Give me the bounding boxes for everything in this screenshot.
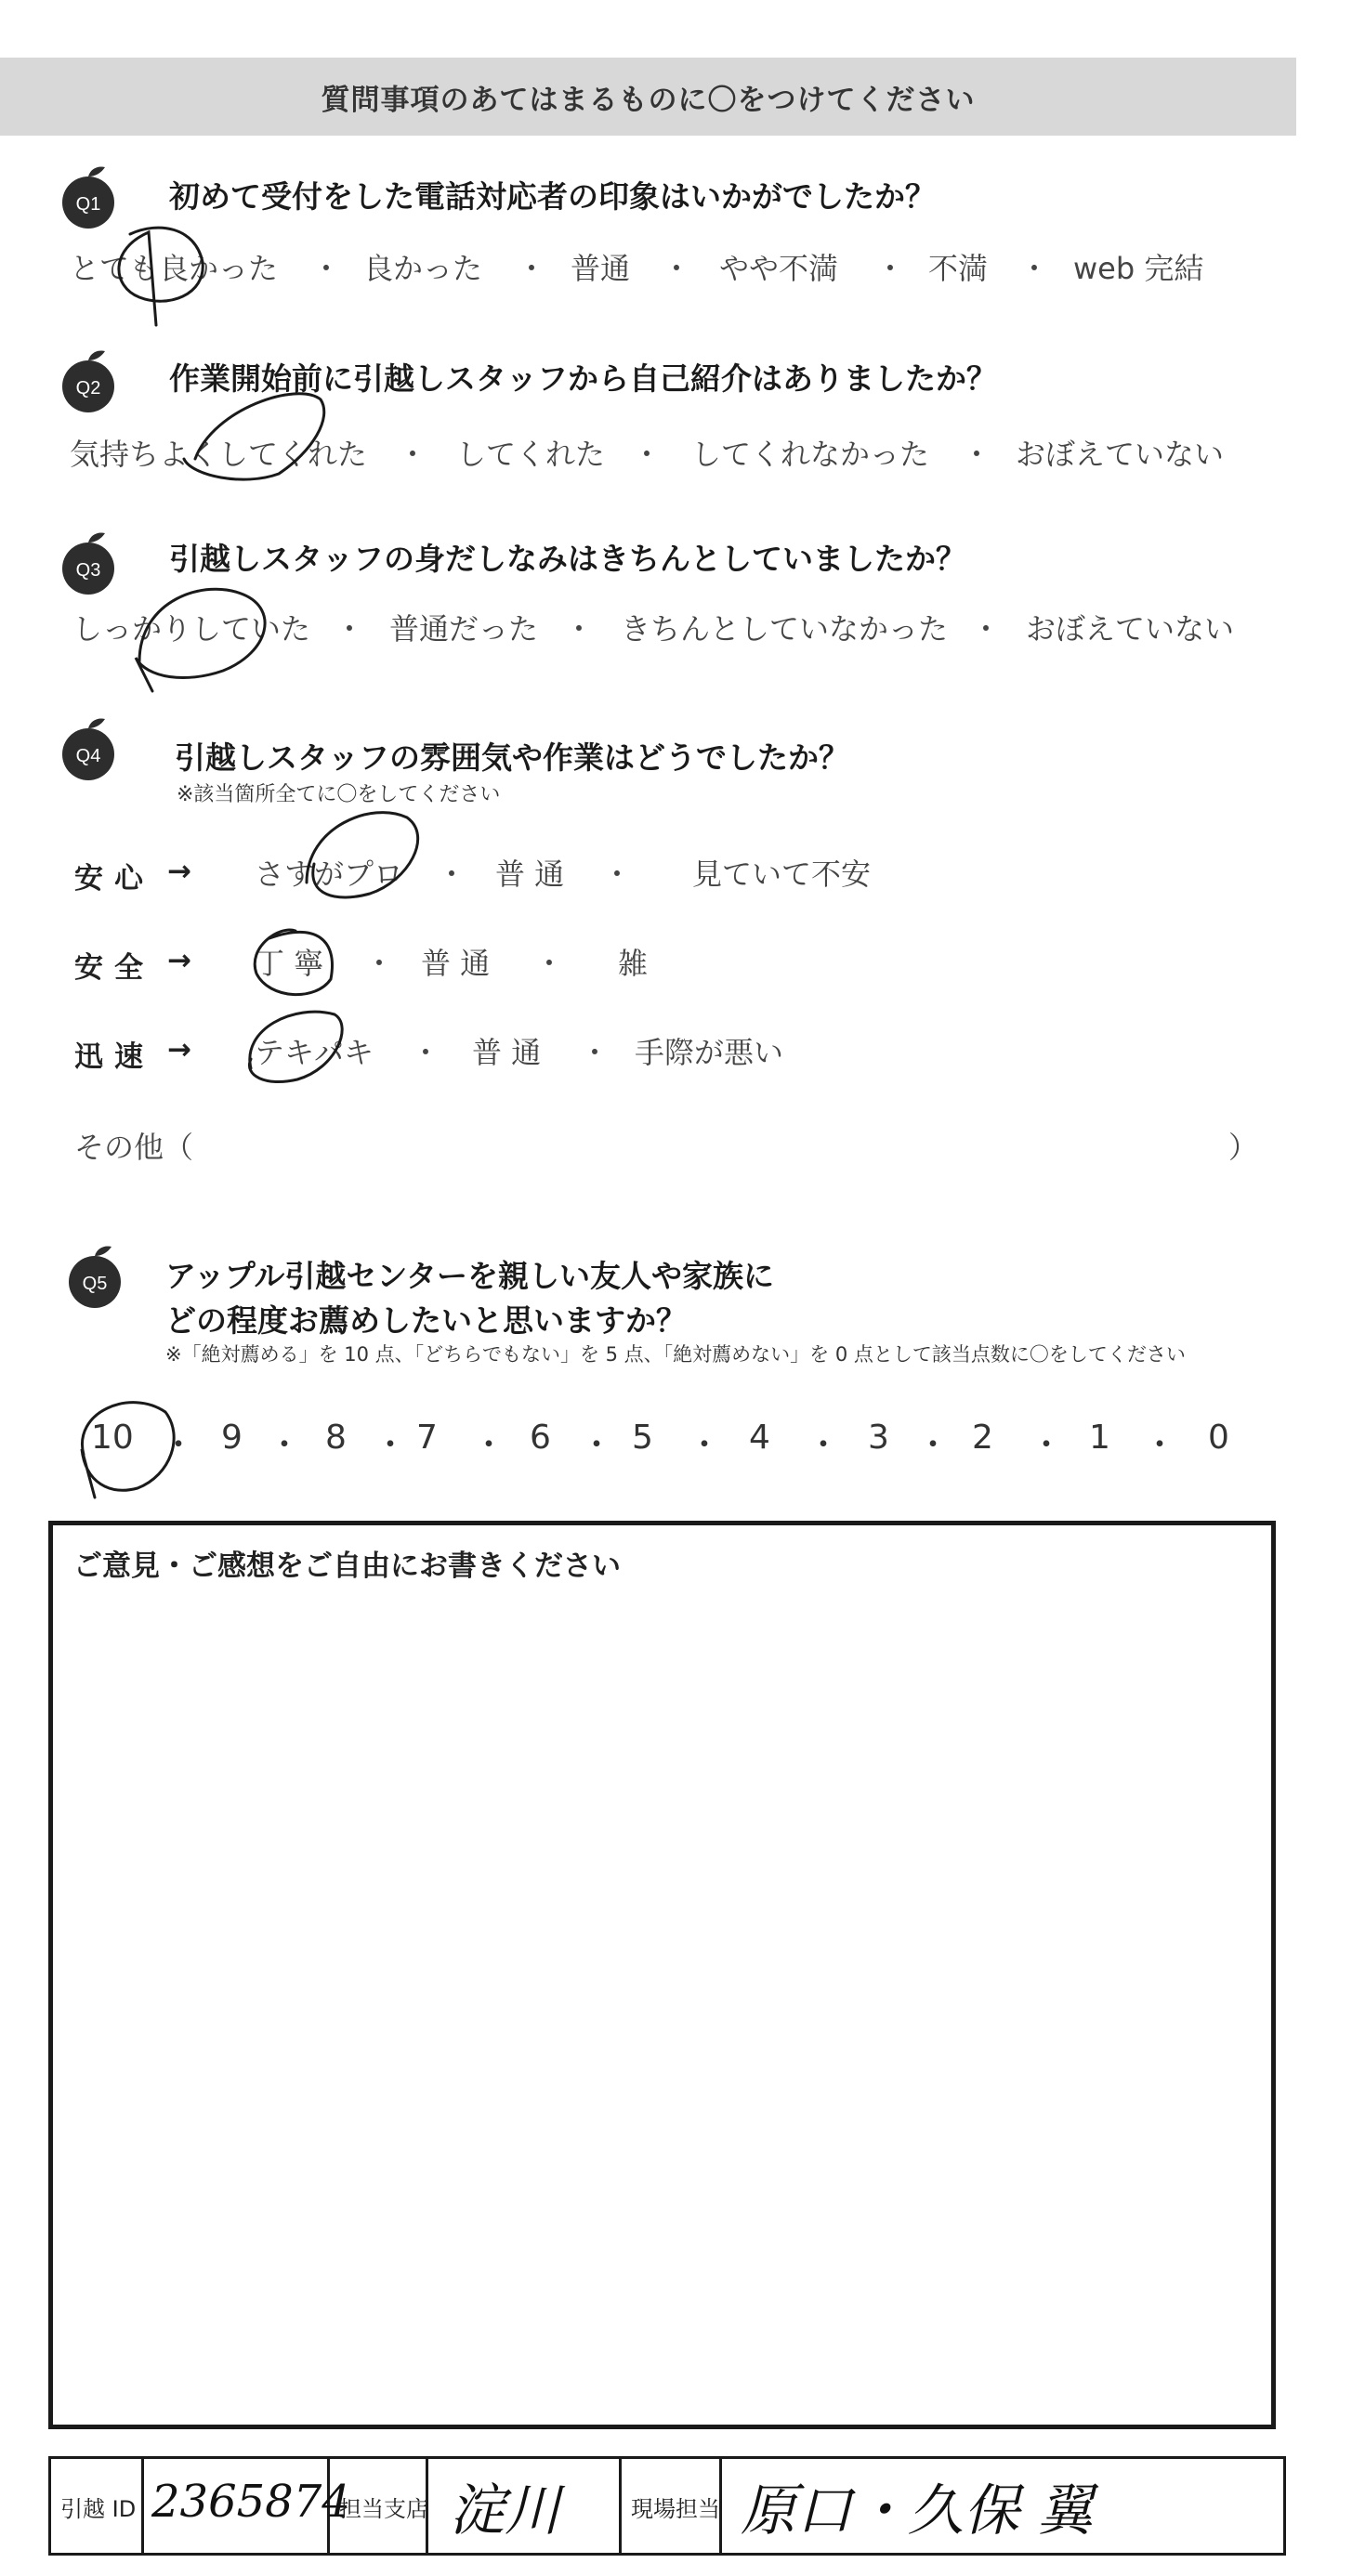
separator: ・ <box>580 1426 614 1464</box>
separator: ・ <box>662 251 692 286</box>
comment-box[interactable] <box>48 1521 1276 2429</box>
q2-option[interactable]: してくれなかった <box>691 437 930 472</box>
q5-title-line1: アップル引越センターを親しい友人や家族に <box>165 1258 775 1294</box>
apple-badge-icon <box>51 522 125 596</box>
comment-title: ご意見・ご感想をご自由にお書きください <box>73 1550 621 1583</box>
q1-title: 初めて受付をした電話対応者の印象はいかがでしたか？ <box>169 178 936 215</box>
q2-option[interactable]: おぼえていない <box>1016 437 1225 472</box>
separator: ・ <box>472 1426 506 1464</box>
q3-option[interactable]: しっかりしていた <box>72 611 311 647</box>
svg-text:Q1: Q1 <box>75 194 101 215</box>
q4-option[interactable]: テキパキ <box>255 1035 374 1070</box>
score-option[interactable]: 6 <box>530 1419 551 1457</box>
q4-other-input[interactable] <box>204 1124 1227 1161</box>
q1-option[interactable]: 良かった <box>363 251 483 286</box>
svg-text:Q4: Q4 <box>75 746 101 766</box>
separator: ・ <box>688 1426 722 1464</box>
q4-title: 引越しスタッフの雰囲気や作業はどうでしたか？ <box>175 739 849 776</box>
q2-badge <box>51 340 125 414</box>
q4-row-jinsoku-options <box>0 1029 1352 1070</box>
separator: ・ <box>364 946 395 981</box>
score-option[interactable]: 3 <box>868 1419 889 1457</box>
arrow-icon: → <box>167 855 191 888</box>
apple-badge-icon <box>51 340 125 414</box>
q1-option[interactable]: 普通 <box>571 251 631 286</box>
separator: ・ <box>632 437 663 472</box>
score-option[interactable]: 9 <box>221 1419 243 1457</box>
staff-value: 原口・久保 翼 <box>741 2478 1094 2543</box>
separator: ・ <box>311 251 342 286</box>
separator: ・ <box>534 946 565 981</box>
separator: ・ <box>807 1426 841 1464</box>
staff-label: 現場担当 <box>631 2496 720 2522</box>
staff-label-cell <box>622 2459 722 2553</box>
separator: ・ <box>411 1035 441 1070</box>
separator: ・ <box>517 251 547 286</box>
score-option[interactable]: 5 <box>632 1419 653 1457</box>
move-id-value: 2365874 <box>151 2476 350 2528</box>
q4-badge <box>51 708 125 782</box>
arrow-icon: → <box>167 1033 191 1066</box>
apple-badge-icon <box>51 156 125 230</box>
q4-other-label: その他（ <box>74 1130 194 1165</box>
staff-value-cell[interactable] <box>722 2459 1283 2553</box>
q4-option[interactable]: 雑 <box>618 946 649 981</box>
separator: ・ <box>335 611 365 647</box>
svg-text:Q2: Q2 <box>75 378 101 399</box>
q1-badge <box>51 156 125 230</box>
q3-option[interactable]: きちんとしていなかった <box>621 611 949 647</box>
svg-text:Q5: Q5 <box>82 1274 108 1294</box>
q4-option[interactable]: 手際が悪い <box>635 1035 784 1070</box>
svg-text:Q3: Q3 <box>75 560 101 581</box>
branch-value: 淀川 <box>449 2478 560 2543</box>
arrow-icon: → <box>167 944 191 977</box>
q4-option[interactable]: 見ていて不安 <box>692 856 872 892</box>
footer-table <box>48 2456 1286 2556</box>
q1-option[interactable]: web 完結 <box>1073 251 1204 286</box>
q3-option[interactable]: 普通だった <box>389 611 539 647</box>
q1-option[interactable]: やや不満 <box>719 251 839 286</box>
move-id-label: 引越 ID <box>60 2496 137 2522</box>
separator: ・ <box>398 437 428 472</box>
q4-other-close: ） <box>1228 1130 1259 1165</box>
q5-title-line2: どの程度お薦めしたいと思いますか？ <box>165 1302 687 1339</box>
score-option[interactable]: 0 <box>1208 1419 1229 1457</box>
separator: ・ <box>374 1426 408 1464</box>
q4-option[interactable]: 丁 寧 <box>255 946 324 981</box>
separator: ・ <box>162 1426 196 1464</box>
q1-option[interactable]: 不満 <box>928 251 989 286</box>
q4-row-label-jinsoku: 迅速 <box>74 1040 154 1074</box>
separator: ・ <box>962 437 992 472</box>
score-option[interactable]: 2 <box>972 1419 993 1457</box>
separator: ・ <box>602 856 633 892</box>
score-option[interactable]: 4 <box>749 1419 770 1457</box>
q4-row-label-anzen: 安全 <box>74 951 154 985</box>
score-option[interactable]: 10 <box>91 1419 134 1457</box>
q5-note: ※「絶対薦める」を 10 点、「どちらでもない」を 5 点、「絶対薦めない」を 0 点として該当点数に〇をしてください <box>165 1343 1186 1366</box>
separator: ・ <box>580 1035 610 1070</box>
move-id-label-cell <box>51 2459 144 2553</box>
separator: ・ <box>1030 1426 1064 1464</box>
separator: ・ <box>875 251 906 286</box>
q3-options <box>0 606 1352 647</box>
q4-row-label-anshin: 安心 <box>74 862 154 896</box>
separator: ・ <box>437 856 467 892</box>
score-option[interactable]: 7 <box>416 1419 438 1457</box>
q4-option[interactable]: 普 通 <box>472 1035 542 1070</box>
q4-other <box>0 1124 1352 1165</box>
separator: ・ <box>1019 251 1050 286</box>
separator: ・ <box>971 611 1002 647</box>
separator: ・ <box>564 611 595 647</box>
q5-badge <box>58 1236 132 1310</box>
q1-options <box>0 245 1352 286</box>
q4-row-anzen-options <box>0 940 1352 981</box>
score-option[interactable]: 1 <box>1089 1419 1110 1457</box>
q3-badge <box>51 522 125 596</box>
q2-title: 作業開始前に引越しスタッフから自己紹介はありましたか？ <box>169 360 997 397</box>
q2-option[interactable]: 気持ちよくしてくれた <box>70 437 368 472</box>
branch-value-cell[interactable] <box>428 2459 622 2553</box>
header-title: 質問事項のあてはまるものに〇をつけてください <box>321 83 976 117</box>
score-option[interactable]: 8 <box>325 1419 347 1457</box>
page-header <box>0 58 1296 136</box>
q4-option[interactable]: さすがプロ <box>255 856 404 892</box>
apple-badge-icon <box>51 708 125 782</box>
apple-badge-icon <box>58 1236 132 1310</box>
q1-option[interactable]: とても良かった <box>70 251 279 286</box>
move-id-value-cell[interactable] <box>144 2459 350 2553</box>
q2-option[interactable]: してくれた <box>456 437 606 472</box>
q4-option[interactable]: 普 通 <box>421 946 491 981</box>
q3-title: 引越しスタッフの身だしなみはきちんとしていましたか？ <box>169 541 966 577</box>
q3-option[interactable]: おぼえていない <box>1026 611 1235 647</box>
separator: ・ <box>268 1426 302 1464</box>
separator: ・ <box>1143 1426 1177 1464</box>
branch-label: 担当支店 <box>339 2496 428 2522</box>
q4-note: ※該当箇所全てに〇をしてください <box>177 783 501 806</box>
branch-label-cell <box>330 2459 428 2553</box>
q4-option[interactable]: 普 通 <box>495 856 565 892</box>
separator: ・ <box>916 1426 951 1464</box>
q4-row-anshin-options <box>0 851 1352 892</box>
q2-options <box>0 431 1352 472</box>
